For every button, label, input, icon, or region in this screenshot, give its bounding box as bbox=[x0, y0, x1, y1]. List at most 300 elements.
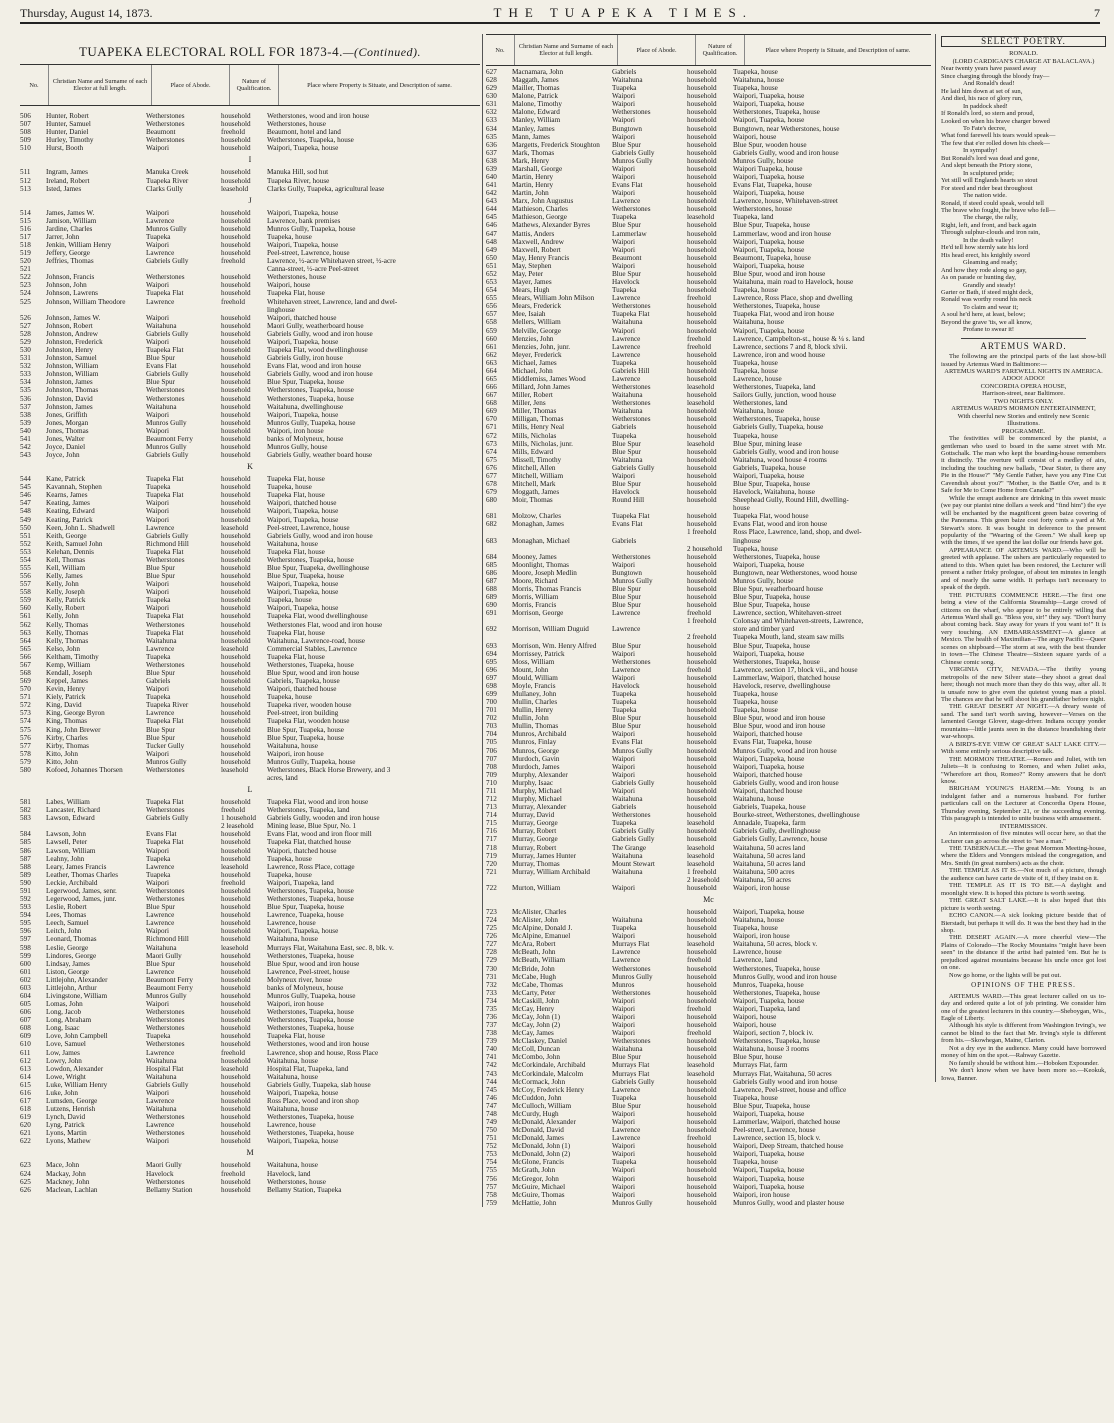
elector-name: Kiely, Patrick bbox=[46, 693, 86, 702]
place-of-abode: Waipori bbox=[146, 749, 169, 758]
poem-line: The nation wide. bbox=[963, 192, 1007, 200]
place-of-abode: Gabriels Gully bbox=[612, 827, 655, 836]
elector-name: Kane, Patrick bbox=[46, 475, 86, 484]
elector-number: 655 bbox=[486, 294, 497, 303]
table-row bbox=[20, 443, 480, 451]
table-row bbox=[486, 205, 931, 213]
place-of-abode: Blue Spur bbox=[612, 585, 641, 593]
place-of-abode: Wetherstones bbox=[146, 1113, 185, 1122]
elector-number: 606 bbox=[20, 1008, 31, 1017]
elector-name: Moss, William bbox=[512, 657, 555, 666]
qualification: leasehold bbox=[687, 851, 715, 860]
property-description: Munros Gully, Tuapeka, house bbox=[267, 757, 356, 766]
elector-number: 508 bbox=[20, 128, 31, 137]
elector-name: Missell, Timothy bbox=[512, 455, 562, 464]
table-row bbox=[486, 157, 931, 165]
header-qualification: Nature of Qualification. bbox=[696, 35, 745, 65]
qualification: household bbox=[687, 827, 717, 836]
property-description: Lawrence, iron and wood house bbox=[733, 350, 826, 359]
elector-number: 758 bbox=[486, 1190, 497, 1199]
qualification: household bbox=[221, 112, 251, 121]
property-description: Blue Spur, wood and iron house bbox=[733, 714, 826, 723]
table-row bbox=[486, 440, 931, 448]
property-description: Munros Gully, house bbox=[267, 442, 328, 451]
place-of-abode: Evans Flat bbox=[612, 738, 643, 747]
elector-number: 742 bbox=[486, 1061, 497, 1070]
elector-name: Keating, James bbox=[46, 499, 90, 508]
qualification: household bbox=[687, 358, 717, 367]
elector-name bbox=[46, 774, 146, 782]
elector-name: McAra, Robert bbox=[512, 940, 556, 949]
property-description: Havelock, land bbox=[267, 1169, 311, 1178]
header-name: Christian Name and Surname of each Elector at full length. bbox=[49, 65, 152, 105]
property-description: Waipori, Tuapeka, house bbox=[733, 907, 805, 916]
elector-name: Kelly, Joseph bbox=[46, 588, 85, 597]
qualification: leasehold bbox=[687, 383, 715, 392]
property-description: Blue Spur, wood and iron house bbox=[267, 669, 360, 677]
property-description: Tuapeka, house bbox=[733, 544, 778, 553]
qualification: household bbox=[687, 657, 717, 666]
elector-name: Long, Abraham bbox=[46, 1016, 92, 1025]
property-description: Blue Spur, Tuapeka, house bbox=[733, 641, 810, 650]
place-of-abode: Blue Spur bbox=[146, 669, 175, 677]
elector-name: Legerwood, James, junr. bbox=[46, 895, 117, 904]
place-of-abode: Waitahuna bbox=[612, 455, 643, 464]
property-description: Wetherstones, Tuapeka, house bbox=[267, 1024, 354, 1033]
place-of-abode: Waipori bbox=[146, 588, 169, 597]
elector-number: 563 bbox=[20, 628, 31, 637]
property-description: Munros Gully, Tuapeka, house bbox=[267, 224, 356, 233]
place-of-abode bbox=[612, 617, 687, 625]
elector-number: 654 bbox=[486, 286, 497, 295]
qualification bbox=[687, 504, 733, 512]
qualification: household bbox=[221, 451, 251, 460]
table-row bbox=[20, 984, 480, 992]
property-description: Tuapeka, house bbox=[733, 366, 778, 375]
elector-name: Mullaney, John bbox=[512, 690, 557, 699]
section-letter: K bbox=[247, 462, 253, 472]
table-row bbox=[486, 642, 931, 650]
elector-number: 650 bbox=[486, 253, 497, 262]
elector-number: 540 bbox=[20, 426, 31, 435]
elector-name: McGregor, John bbox=[512, 1174, 559, 1183]
elector-name: Morrison, George bbox=[512, 609, 564, 618]
elector-number: 604 bbox=[20, 991, 31, 1000]
place-of-abode: Waipori bbox=[612, 1150, 635, 1159]
qualification: household bbox=[687, 795, 717, 804]
place-of-abode: Lawrence bbox=[612, 956, 641, 965]
elector-name: Mullin, John bbox=[512, 714, 549, 723]
table-row bbox=[486, 973, 931, 981]
place-of-abode: Waipori bbox=[612, 100, 635, 109]
elector-name: Mooney, James bbox=[512, 552, 557, 561]
property-description: Waipori, Tuapeka, house bbox=[733, 1109, 805, 1118]
qualification: 1 household bbox=[221, 814, 256, 823]
table-row bbox=[20, 411, 480, 419]
press-opinion: We don't know when we have been more so.—Keokuk, Iowa, Banner. bbox=[941, 1067, 1106, 1082]
place-of-abode: Tuapeka Flat bbox=[146, 798, 184, 807]
property-description: Lawrence, bank premises bbox=[267, 216, 341, 225]
place-of-abode: Waitahuna bbox=[146, 321, 177, 330]
table-header bbox=[486, 34, 931, 66]
place-of-abode: Wetherstones bbox=[146, 386, 185, 395]
table-row bbox=[20, 952, 480, 960]
elector-name: Murray, James Hunter bbox=[512, 851, 577, 860]
property-description: Wetherstones Flat, wood and iron house bbox=[267, 620, 383, 629]
place-of-abode: Blue Spur bbox=[612, 593, 641, 602]
elector-name: Mark, Thomas bbox=[512, 148, 555, 157]
qualification: household bbox=[221, 1105, 251, 1114]
table-row bbox=[486, 68, 931, 76]
elector-name bbox=[512, 876, 612, 884]
elector-name: Lawson, John bbox=[46, 830, 86, 839]
poem-line: He'd tell how sternly sate his lord bbox=[941, 244, 1029, 252]
place-of-abode: Wetherstones bbox=[146, 806, 185, 815]
qualification: household bbox=[221, 394, 251, 403]
elector-name: Isted, James bbox=[46, 184, 82, 193]
elector-name: Morris, William bbox=[512, 593, 559, 602]
qualification: freehold bbox=[687, 334, 711, 343]
elector-name: Mullin, Thomas bbox=[512, 722, 559, 731]
qualification: leasehold bbox=[221, 1064, 249, 1073]
property-description: Wetherstones, Tuapeka, house bbox=[267, 555, 354, 564]
place-of-abode: Tuapeka River bbox=[146, 701, 189, 710]
qualification: household bbox=[687, 585, 717, 593]
place-of-abode bbox=[612, 633, 687, 641]
qualification: household bbox=[687, 738, 717, 747]
qualification: household bbox=[687, 916, 717, 925]
table-row bbox=[486, 1191, 931, 1199]
qualification: leasehold bbox=[221, 644, 249, 653]
elector-number: 533 bbox=[20, 370, 31, 379]
header-abode: Place of Abode. bbox=[618, 35, 696, 65]
poem-subtitle: (LORD CARDIGAN'S CHARGE AT BALACLAVA.) bbox=[952, 57, 1095, 65]
elector-name: Lawson, Edward bbox=[46, 814, 95, 823]
qualification: household bbox=[221, 612, 251, 621]
elector-name: Kelly, John bbox=[46, 580, 79, 589]
table-row bbox=[20, 1000, 480, 1008]
place-of-abode: Lawrence bbox=[612, 197, 641, 206]
property-description: Sailors Gully, junction, wood house bbox=[733, 391, 836, 400]
elector-name: Murphy, Alexander bbox=[512, 770, 568, 779]
elector-number: 625 bbox=[20, 1177, 31, 1186]
property-description: Waipori, iron house bbox=[733, 1190, 790, 1199]
place-of-abode: Wetherstones bbox=[612, 811, 651, 820]
elector-number: 624 bbox=[20, 1169, 31, 1178]
place-of-abode: Beaumont Ferry bbox=[146, 975, 193, 984]
elector-name: Miller, Robert bbox=[512, 391, 553, 400]
elector-name: Kelso, John bbox=[46, 644, 80, 653]
property-description: Bourke-street, Wetherstones, dwellinghouse bbox=[733, 811, 860, 820]
elector-name: McCuddon, John bbox=[512, 1093, 562, 1102]
elector-name: McCurdy, Hugh bbox=[512, 1109, 559, 1118]
qualification: household bbox=[687, 391, 717, 400]
table-row bbox=[486, 981, 931, 989]
elector-number: 665 bbox=[486, 374, 497, 383]
property-description: Blue Spur, wood and iron house bbox=[733, 722, 826, 731]
table-row bbox=[20, 435, 480, 443]
place-of-abode: Murrays Flat bbox=[612, 1061, 650, 1070]
property-description: Tuapeka, house bbox=[733, 68, 778, 76]
qualification: household bbox=[221, 386, 251, 395]
qualification: freehold bbox=[221, 806, 245, 815]
table-row bbox=[20, 1008, 480, 1016]
qualification: household bbox=[687, 1126, 717, 1135]
qualification: household bbox=[221, 959, 251, 968]
qualification: household bbox=[221, 426, 251, 435]
place-of-abode: Blue Spur bbox=[146, 563, 175, 572]
property-description: Waitahuna, 50 acres land bbox=[733, 859, 806, 868]
property-description: Waitahuna, house 3 rooms bbox=[733, 1045, 810, 1054]
place-of-abode: Waipori bbox=[612, 1174, 635, 1183]
elector-number: 693 bbox=[486, 641, 497, 650]
table-row bbox=[486, 860, 931, 868]
elector-number: 700 bbox=[486, 698, 497, 707]
elector-number: 706 bbox=[486, 746, 497, 755]
qualification: household bbox=[221, 741, 251, 750]
programme-paragraph: THE MORMON THEATRE.—Romeo and Juliet, with ten Juliets—It is confusing to Romeo, and when Juliet asks, "Wherefore art thou, Romeo?" Romy answers that he don't know. bbox=[941, 755, 1106, 785]
poem-line: To claim and wear it; bbox=[963, 303, 1019, 311]
table-row bbox=[486, 456, 931, 464]
poem-line: Beyond the grave 'tis, we all know, bbox=[941, 318, 1033, 326]
place-of-abode: Waipori bbox=[146, 927, 169, 936]
elector-number: 728 bbox=[486, 948, 497, 957]
property-description: Blue Spur, wooden house bbox=[733, 140, 807, 149]
qualification bbox=[687, 537, 733, 545]
property-description: Waitahuna, house bbox=[267, 935, 318, 944]
qualification: household bbox=[221, 539, 251, 548]
property-description: Blue Spur, weatherboard house bbox=[733, 585, 823, 593]
elector-number: 643 bbox=[486, 197, 497, 206]
property-description: Lammerlaw, Waipori, thatched house bbox=[733, 1118, 841, 1126]
table-header bbox=[20, 64, 480, 106]
elector-name: McAlpine, Emanuel bbox=[512, 932, 571, 941]
place-of-abode: Tuapeka bbox=[612, 213, 637, 222]
elector-name: Mount, John bbox=[512, 665, 549, 674]
table-row bbox=[20, 1057, 480, 1065]
elector-name: Miller, Thomas bbox=[512, 407, 557, 416]
press-opinions bbox=[941, 993, 1106, 1082]
table-row bbox=[20, 273, 480, 281]
elector-name: Johnston, Henry bbox=[46, 346, 94, 355]
qualification: household bbox=[221, 1096, 251, 1105]
table-row bbox=[20, 1105, 480, 1113]
elector-number: 731 bbox=[486, 972, 497, 981]
elector-number bbox=[486, 617, 512, 625]
qualification: leasehold bbox=[687, 1061, 715, 1070]
qualification: leasehold bbox=[687, 213, 715, 222]
place-of-abode: Blue Spur bbox=[612, 447, 641, 456]
elector-number: 594 bbox=[20, 911, 31, 920]
property-description: Lawrence, land bbox=[733, 956, 778, 965]
elector-number: 753 bbox=[486, 1150, 497, 1159]
elector-name: McDonald, James bbox=[512, 1134, 564, 1143]
elector-number: 720 bbox=[486, 859, 497, 868]
property-description: Murrays Flat, Waitahuna, 50 acres bbox=[733, 1069, 832, 1078]
property-description: Tuapeka Flat, thatched house bbox=[267, 838, 351, 847]
table-row bbox=[20, 621, 480, 629]
place-of-abode: Wetherstones bbox=[612, 205, 651, 214]
property-description: Munros Gully, wood and iron house bbox=[733, 746, 837, 755]
table-row bbox=[486, 302, 931, 310]
table-row bbox=[486, 932, 931, 940]
elector-number bbox=[486, 504, 512, 512]
qualification: household bbox=[687, 253, 717, 262]
qualification: household bbox=[221, 1056, 251, 1065]
property-description: Waipori, Tuapeka, land bbox=[267, 878, 334, 887]
property-description: Wetherstones, Tuapeka, house bbox=[733, 108, 820, 117]
qualification: household bbox=[687, 132, 717, 141]
property-description: Maori Gully, weatherboard house bbox=[267, 321, 364, 330]
place-of-abode: Bungtown bbox=[612, 124, 642, 133]
elector-name: Millard, John James bbox=[512, 383, 571, 392]
qualification: household bbox=[221, 491, 251, 500]
programme-paragraph: The festivities will be commenced by the pianist, a gentleman who used to board in the same street with Mr. Gottschalk. The man who kept the boarding-house remembers it distinctly. The overture will consist of a medley of airs, including the touching new ballads, "Dear Sister, is there any Pie in the House?" "My Gentle Father, have you any Fine Cut Cavendish about you?" "Mother, is the Battle O'er, and is it Safe for Me to Come Home from Canada?" bbox=[941, 435, 1106, 495]
qualification: 1 freehold bbox=[687, 528, 717, 537]
qualification: household bbox=[687, 673, 717, 682]
elector-name: Labes, William bbox=[46, 798, 90, 807]
qualification: leasehold bbox=[221, 184, 249, 193]
poem-line: And Ronald's dead! bbox=[963, 80, 1015, 88]
place-of-abode: Tuapeka bbox=[612, 286, 637, 295]
elector-number: 740 bbox=[486, 1045, 497, 1054]
qualification: household bbox=[221, 870, 251, 879]
place-of-abode: Waipori bbox=[612, 649, 635, 658]
elector-number: 756 bbox=[486, 1174, 497, 1183]
place-of-abode: Blue Spur bbox=[146, 959, 175, 968]
table-row bbox=[486, 100, 931, 108]
place-of-abode: Blue Spur bbox=[612, 479, 641, 488]
elector-name: Kell, William bbox=[46, 563, 86, 572]
place-of-abode: Gabriels bbox=[612, 68, 637, 76]
property-description: Lawrence, Ross Place, cottage bbox=[267, 862, 355, 871]
table-row bbox=[486, 423, 931, 431]
property-description: Waipori, Tuapeka, house bbox=[733, 1174, 805, 1183]
elector-name: Littlejohn, Arthur bbox=[46, 983, 97, 992]
qualification: household bbox=[221, 749, 251, 758]
elector-name: Luke, William Henry bbox=[46, 1080, 108, 1089]
property-description: Waitahuna, house bbox=[733, 795, 784, 804]
qualification: household bbox=[687, 560, 717, 569]
place-of-abode: Lawrence bbox=[146, 911, 175, 920]
property-description: Tuapeka Flat, house bbox=[267, 491, 325, 500]
elector-name: Leary, James Francis bbox=[46, 862, 107, 871]
property-description: Waipori, Tuapeka, house bbox=[733, 116, 805, 125]
qualification: household bbox=[687, 261, 717, 270]
elector-name: Lynch, David bbox=[46, 1113, 86, 1122]
table-row bbox=[486, 488, 931, 496]
table-row bbox=[486, 1078, 931, 1086]
poem-line: Gleaming and ready; bbox=[963, 259, 1018, 267]
place-of-abode: Round Hill bbox=[612, 496, 645, 505]
table-row bbox=[486, 738, 931, 746]
place-of-abode: Clarks Gully bbox=[146, 184, 183, 193]
qualification: household bbox=[221, 410, 251, 419]
elector-name: Munros, Finlay bbox=[512, 738, 557, 747]
property-description: Munros Gully, wood and plaster house bbox=[733, 1198, 845, 1207]
qualification: household bbox=[687, 181, 717, 190]
property-description: Wetherstones, Tuapeka, house bbox=[733, 302, 820, 311]
elector-number: 522 bbox=[20, 273, 31, 282]
table-row bbox=[20, 588, 480, 596]
poem-line: He laid him down at set of sun, bbox=[941, 87, 1023, 95]
table-row bbox=[486, 956, 931, 964]
elector-name: Lancaster, Richard bbox=[46, 806, 100, 815]
elector-name: McAlister, Charles bbox=[512, 907, 567, 916]
place-of-abode: Lawrence bbox=[612, 665, 641, 674]
elector-number: 741 bbox=[486, 1053, 497, 1062]
place-of-abode: Munros Gully bbox=[612, 156, 653, 165]
qualification: household bbox=[221, 652, 251, 661]
table-row bbox=[20, 1097, 480, 1105]
property-description: Wetherstones, land bbox=[733, 399, 788, 408]
qualification: household bbox=[687, 1012, 717, 1021]
elector-name: McCorkindale, Malcolm bbox=[512, 1069, 584, 1078]
property-description: Waipori, Tuapeka, house bbox=[267, 604, 339, 613]
elector-name: Morrison, Wm. Henry Alfred bbox=[512, 641, 597, 650]
programme-paragraph: VIRGINIA CITY, NEVADA.—The thrifty young metropolis of the new Silver state—they shoot a great deal here; though not much more than they do this way, after all. It is unsafe now to give even the quietest young man a pistol. The chances are that he will shoot his grandfather before night. bbox=[941, 666, 1106, 703]
table-row bbox=[20, 370, 480, 378]
property-description: Waipori, Tuapeka, house bbox=[733, 649, 805, 658]
place-of-abode: Tuapeka bbox=[612, 924, 637, 933]
place-of-abode: Gabriels bbox=[612, 803, 637, 812]
property-description: Tuapeka Flat, house bbox=[267, 289, 325, 298]
table-row bbox=[486, 763, 931, 771]
place-of-abode: Tuapeka bbox=[612, 690, 637, 699]
table-row bbox=[486, 811, 931, 819]
qualification: household bbox=[221, 281, 251, 290]
elector-name: Mitchell, Allen bbox=[512, 463, 556, 472]
table-row bbox=[486, 1005, 931, 1013]
elector-name: Mears, William John Milson bbox=[512, 294, 595, 303]
elector-number: 651 bbox=[486, 261, 497, 270]
property-description: Tuapeka, house bbox=[267, 483, 312, 492]
elector-number: 685 bbox=[486, 560, 497, 569]
property-description: Waitahuna, Lawrence-road, house bbox=[267, 636, 366, 645]
property-description: banks of Molyneux, house bbox=[267, 983, 344, 992]
qualification: household bbox=[687, 108, 717, 117]
place-of-abode: Lawrence bbox=[146, 1096, 175, 1105]
table-row bbox=[486, 448, 931, 456]
qualification: household bbox=[687, 964, 717, 973]
table-row bbox=[486, 472, 931, 480]
elector-name: Johnston, Andrew bbox=[46, 329, 98, 338]
elector-number: 612 bbox=[20, 1056, 31, 1065]
elector-name: Morris, Francis bbox=[512, 601, 557, 610]
property-description: Waipori, thatched house bbox=[267, 685, 337, 694]
place-of-abode: Lawrence bbox=[612, 350, 641, 359]
table-row bbox=[486, 116, 931, 124]
property-description: Gabriels Gully wood and iron house bbox=[733, 1077, 838, 1086]
qualification: household bbox=[687, 803, 717, 812]
place-of-abode: Waipori bbox=[612, 132, 635, 141]
table-row bbox=[20, 758, 480, 766]
table-row bbox=[20, 298, 480, 306]
place-of-abode: Blue Spur bbox=[612, 1053, 641, 1062]
elector-number: 552 bbox=[20, 539, 31, 548]
place-of-abode: Waitahuna bbox=[612, 318, 643, 327]
elector-number: 671 bbox=[486, 423, 497, 432]
place-of-abode: Gabriels Gully bbox=[146, 329, 189, 338]
property-description: Peel-street, Lawrence, house bbox=[733, 1126, 816, 1135]
place-of-abode: Gabriels Gully bbox=[146, 451, 189, 460]
place-of-abode: Lawrence bbox=[146, 216, 175, 225]
table-row bbox=[486, 189, 931, 197]
table-row bbox=[20, 1121, 480, 1129]
qualification: household bbox=[687, 1077, 717, 1086]
elector-number: 675 bbox=[486, 455, 497, 464]
place-of-abode: Wetherstones bbox=[612, 964, 651, 973]
